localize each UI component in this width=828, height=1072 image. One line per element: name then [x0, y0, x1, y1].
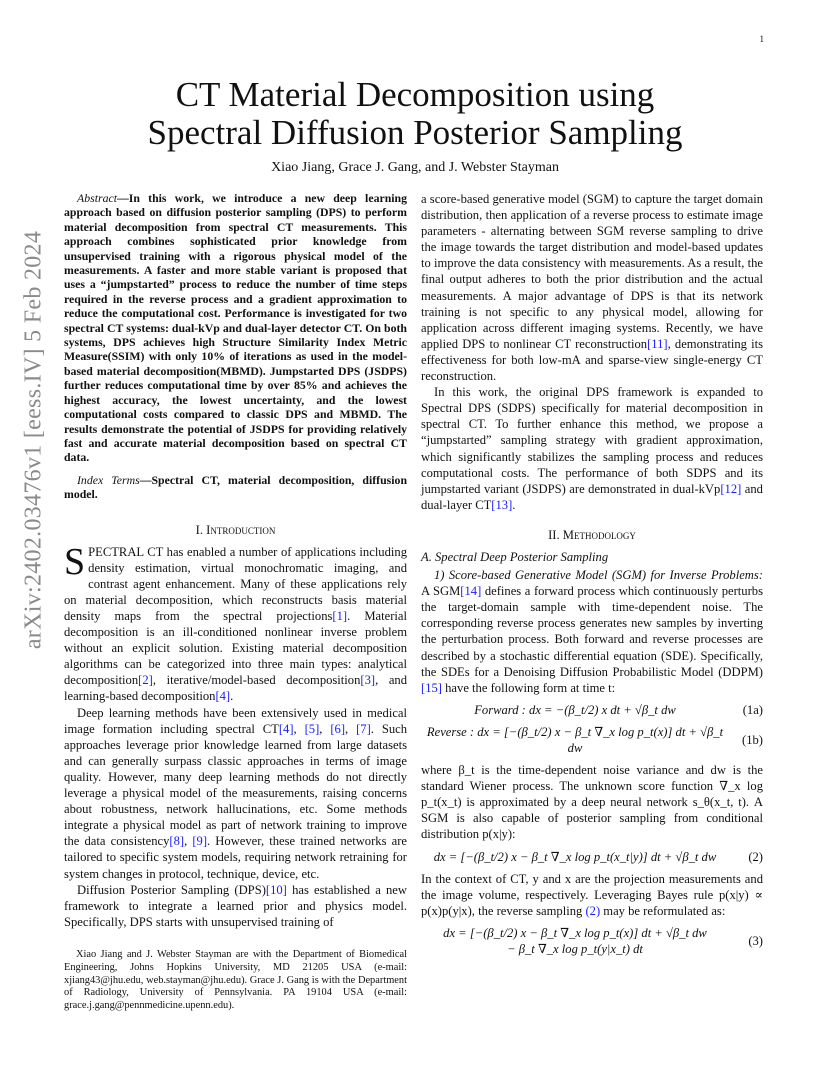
affiliation-footnote	[64, 949, 407, 1013]
separator: ,	[184, 834, 193, 849]
separator: ,	[293, 721, 305, 736]
equation-number: (1b)	[742, 732, 763, 747]
intro-text: .	[230, 689, 234, 704]
body-text: have the following form at time t:	[441, 680, 616, 695]
body-text: In this work, the original DPS framework is expanded to Spectral DPS (SDPS) specifically for material decomposition in spectral CT. To further enhance this method, we propose a “jumpstarted” sampling strategy with gradient approximation, which significantly stabilizes the sampling process and reduces computational costs. The performance of both SDPS and its jumpstarted variant (JSDPS) are demonstrated in dual-kVp	[421, 385, 763, 496]
equation-1b	[421, 724, 763, 756]
page-number: 1	[759, 34, 764, 44]
right-column	[421, 191, 763, 963]
equation-2	[421, 849, 763, 865]
body-text: , demonstrating its effectiveness for both low-mA and sparse-view single-energy CT reconstruction.	[421, 336, 763, 384]
intro-text: , and learning-based decomposition	[64, 673, 408, 704]
equation-number: (2)	[748, 849, 763, 864]
abstract-label: Abstract	[77, 191, 117, 205]
index-terms-text: —Spectral CT, material decomposition, diffusion model.	[64, 472, 408, 502]
separator: ,	[319, 721, 331, 736]
citation-link[interactable]: [1]	[332, 609, 348, 623]
arxiv-id: arXiv:2402.03476v1 [eess.IV] 5 Feb 2024	[20, 230, 47, 650]
separator: ,	[345, 721, 357, 736]
right-paragraph-2	[421, 384, 763, 513]
body-text: A SGM	[421, 584, 461, 599]
equation-link[interactable]: (2)	[585, 903, 601, 918]
body-text: may be reformulated as:	[600, 903, 726, 918]
abstract-text: —In this work, we introduce a new deep learning approach based on diffusion posterior sampling (DPS) to perform material decomposition from spectral CT measurements. This approach combines sophisticated prior knowledge from unsupervised training with a rigorous physical model of the measurements. A faster and more stable variant is proposed that uses a “jumpstarted” process to reduce the number of time steps required in the reverse process and a gradient approximation to reduce the computational cost. Performance is investigated for two spectral CT systems: dual-kVp and dual-layer detector CT. On both systems, DPS achieves high Structure Similarity Index Metric Measure(SSIM) with only 10% of iterations as used in the model-based material decomposition(MBMD). Jumpstarted DPS (JSDPS) further reduces computational time by over 85% and achieves the highest accuracy, the lowest uncertainty, and the lowest computational costs compared to classic DPS and MBMD. The results demonstrate the potential of JSDPS for providing relatively fast and accurate material decomposition based on spectral CT data.	[64, 191, 407, 465]
section-heading-introduction: I. Introduction	[195, 522, 276, 537]
body-text: In the context of CT, y and x are the projection measurements and the image volume, respectively. Leveraging Bayes rule p(x|y) ∝ p(x)p(y|x), the reverse sampling	[421, 871, 763, 918]
equation-body	[421, 925, 729, 957]
body-text: a score-based generative model (SGM) to capture the target domain distribution, then application of a reverse process to estimate image parameters - alternating between SGM reverse sampling to drive the image towards the target distribution and model-based updates to improve the data consistency with measurements. As a result, the final output adheres to both the prior distribution and the actual measurements. A major advantage of DPS is that its network training is not specific to any physical model, allowing for application across different imaging systems. Recently, we have applied DPS to nonlinear CT reconstruction	[421, 192, 763, 351]
citation-link[interactable]: [12]	[720, 481, 742, 496]
title-line-1: CT Material Decomposition using	[175, 75, 655, 114]
index-terms	[64, 473, 407, 502]
body-text: .	[512, 497, 516, 512]
arxiv-watermark	[4, 180, 64, 700]
intro-text: Diffusion Posterior Sampling (DPS)	[77, 882, 266, 897]
right-paragraph-5	[421, 871, 763, 919]
left-column	[64, 191, 407, 930]
citation-link[interactable]: [6]	[330, 721, 346, 736]
intro-text: , iterative/model-based decomposition	[152, 673, 361, 688]
citation-link[interactable]: [10]	[265, 882, 287, 897]
equation-body: Reverse : dx = [−(β_t/2) x − β_t ∇_x log p_t(x)] dt + √β_t dw	[426, 724, 724, 755]
paper-title	[80, 76, 750, 152]
equation-3	[421, 925, 763, 957]
citation-link[interactable]: [13]	[491, 497, 513, 512]
intro-paragraph-3	[64, 882, 407, 930]
intro-text: . However, these trained networks are tailored to specific system models, requiring network retraining for system changes in protocol, technique, device, etc.	[64, 834, 407, 881]
right-paragraph-3	[421, 567, 763, 696]
citation-link[interactable]: [5]	[304, 721, 320, 736]
author-list: Xiao Jiang, Grace J. Gang, and J. Webster Stayman	[271, 160, 559, 175]
equation-line: dx = [−(β_t/2) x − β_t ∇_x log p_t(x)] dt + √β_t dw	[443, 925, 707, 940]
equation-body: Forward : dx = −(β_t/2) x dt + √β_t dw	[474, 702, 676, 717]
intro-text: Deep learning methods have been extensively used in medical image formation including spectral CT	[64, 705, 407, 736]
index-terms-label: Index Terms	[77, 472, 140, 487]
citation-link[interactable]: [7]	[356, 721, 371, 736]
intro-paragraph-2	[64, 705, 407, 882]
citation-link[interactable]: [11]	[647, 336, 668, 351]
intro-text: has established a new framework to integrate a learned prior and physics model. Specifically, DPS starts with unsupervised training of	[64, 882, 407, 929]
equation-1a	[421, 702, 763, 718]
equation-line: − β_t ∇_x log p_t(y|x_t) dt	[507, 942, 643, 957]
equation-number: (3)	[748, 933, 763, 948]
subsection-heading: A. Spectral Deep Posterior Sampling	[421, 549, 609, 564]
citation-link[interactable]: [4]	[215, 689, 231, 704]
intro-paragraph-1	[64, 540, 408, 705]
citation-link[interactable]: [2]	[138, 673, 153, 688]
equation-number: (1a)	[742, 702, 763, 717]
footnote-text: Xiao Jiang and J. Webster Stayman are with the Department of Biomedical Engineering, Johns Hopkins University, MD 21205 USA (e-mail: xjiang43@jhu.edu, web.stayman@jhu.edu). Grace J. Gang is with the Department of Radiology, University of Pennsylvania. PA 19104 USA (e-mail: grace.j.gang@pennmedicine.upenn.edu).	[64, 949, 407, 1012]
right-paragraph-1	[421, 191, 763, 384]
intro-text: . Such approaches leverage prior knowledge learned from large datasets and can generally surpass classic approaches in terms of image quality. However, many deep learning methods do not directly leverage a physical model of the measurements, raising concerns about robustness, network hallucinations, etc. Some methods integrate a physical model as part of network training to improve the data consistency	[64, 721, 408, 849]
intro-text: . Material decomposition is an ill-conditioned nonlinear inverse problem without an explicit solution. Existing material decomposition algorithms can be categorized into three main types: analytical decomposition	[64, 609, 407, 688]
citation-link[interactable]: [4]	[278, 721, 294, 736]
citation-link[interactable]: [9]	[192, 834, 208, 849]
citation-link[interactable]: [3]	[360, 673, 376, 688]
citation-link[interactable]: [15]	[421, 680, 442, 695]
equation-body: dx = [−(β_t/2) x − β_t ∇_x log p_t(x_t|y)] dt + √β_t dw	[433, 849, 717, 864]
section-heading-methodology: II. Methodology	[548, 527, 636, 542]
body-text: defines a forward process which continuously perturbs the target-domain sample with time-dependent noise. The corresponding reverse process generates new samples by inverting the perturbation process. Both forward and reverse processes are described by a stochastic differential equation (SDE). Specifically, the SDEs for a Denoising Diffusion Probabilistic Model (DDPM)	[421, 584, 763, 679]
citation-link[interactable]: [8]	[169, 834, 185, 849]
abstract	[64, 191, 407, 465]
body-text: and dual-layer CT	[421, 481, 763, 512]
paragraph-label: 1) Score-based Generative Model (SGM) for Inverse Problems:	[434, 568, 763, 583]
right-paragraph-4: where β_t is the time-dependent noise variance and dw is the standard Wiener process. The unknown score function ∇_x log p_t(x_t) is approximated by a deep neural network s_θ(x_t, t). A SGM is also capable of posterior sampling from conditional distribution p(x|y):	[421, 763, 763, 842]
citation-link[interactable]: [14]	[460, 584, 482, 599]
intro-text: PECTRAL CT has enabled a number of applications including density estimation, virtual monochromatic imaging, and contrast agent enhancement. Many of these applications rely on material decomposition, which reconstructs basis material density maps from the spectral projections	[64, 544, 407, 623]
drop-cap: S	[64, 540, 86, 583]
title-line-2: Spectral Diffusion Posterior Sampling	[147, 113, 683, 152]
